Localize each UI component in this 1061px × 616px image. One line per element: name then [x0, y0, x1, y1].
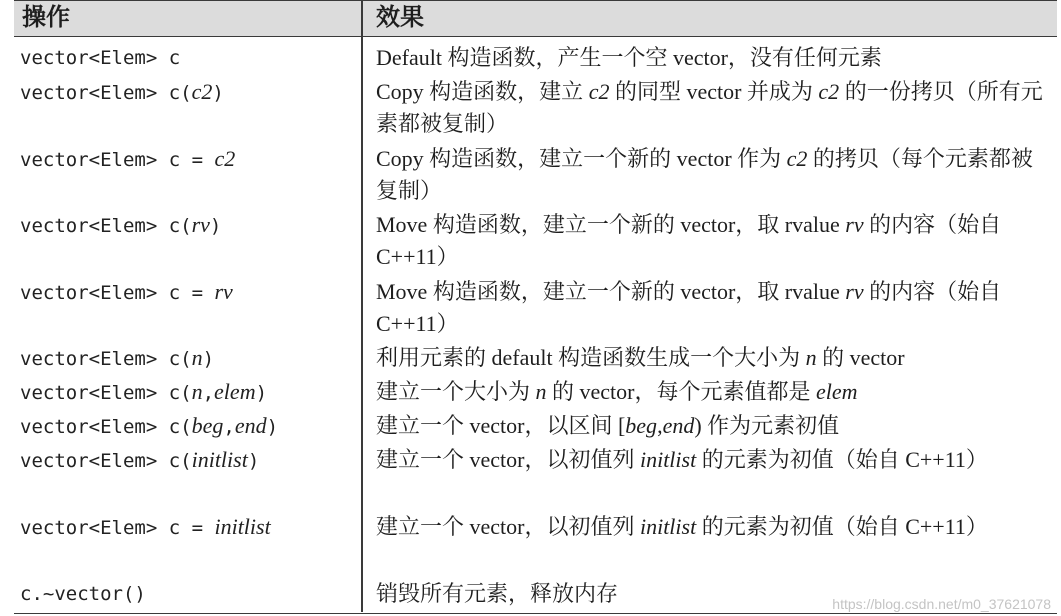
- table-cell-effect: Copy 构造函数，建立 c2 的同型 vector 并成为 c2 的一份拷贝（所有元素都被复制）: [376, 79, 1043, 136]
- watermark: https://blog.csdn.net/m0_37621078: [832, 596, 1051, 612]
- table-cell-operation: vector<Elem> c = rv: [20, 279, 233, 304]
- table-cell-effect: 建立一个 vector，以区间 [beg,end) 作为元素初值: [376, 413, 840, 438]
- table-cell-effect: 建立一个 vector，以初值列 initlist 的元素为初值（始自 C++11）: [376, 447, 988, 472]
- table-cell-operation: vector<Elem> c: [20, 47, 181, 69]
- table-cell-effect: Default 构造函数，产生一个空 vector，没有任何元素: [376, 45, 882, 70]
- header-effect: 效果: [376, 3, 424, 31]
- table-cell-effect: 建立一个大小为 n 的 vector，每个元素值都是 elem: [376, 379, 858, 404]
- table-cell-operation: vector<Elem> c(n): [20, 345, 215, 370]
- table-cell-operation: c.~vector(): [20, 583, 146, 605]
- table-cell-operation: vector<Elem> c = initlist: [20, 514, 271, 539]
- table-cell-operation: vector<Elem> c(rv): [20, 212, 222, 237]
- table-cell-effect: Move 构造函数，建立一个新的 vector，取 rvalue rv 的内容（始自 C++11）: [376, 212, 1002, 269]
- table-cell-operation: vector<Elem> c(c2): [20, 79, 224, 104]
- table-cell-effect: 建立一个 vector，以初值列 initlist 的元素为初值（始自 C++11）: [376, 514, 988, 539]
- table-cell-effect: 利用元素的 default 构造函数生成一个大小为 n 的 vector: [376, 345, 905, 370]
- table-cell-effect: Move 构造函数，建立一个新的 vector，取 rvalue rv 的内容（始自 C++11）: [376, 279, 1002, 336]
- header-operation: 操作: [22, 3, 70, 31]
- table-cell-operation: vector<Elem> c(n,elem): [20, 379, 268, 404]
- table-cell-effect: Copy 构造函数，建立一个新的 vector 作为 c2 的拷贝（每个元素都被复制）: [376, 146, 1033, 203]
- column-divider: [361, 0, 363, 612]
- table-cell-operation: vector<Elem> c(initlist): [20, 447, 260, 472]
- table-cell-effect: 销毁所有元素，释放内存: [376, 581, 619, 606]
- table-cell-operation: vector<Elem> c(beg,end): [20, 413, 279, 438]
- table-cell-operation: vector<Elem> c = c2: [20, 146, 236, 171]
